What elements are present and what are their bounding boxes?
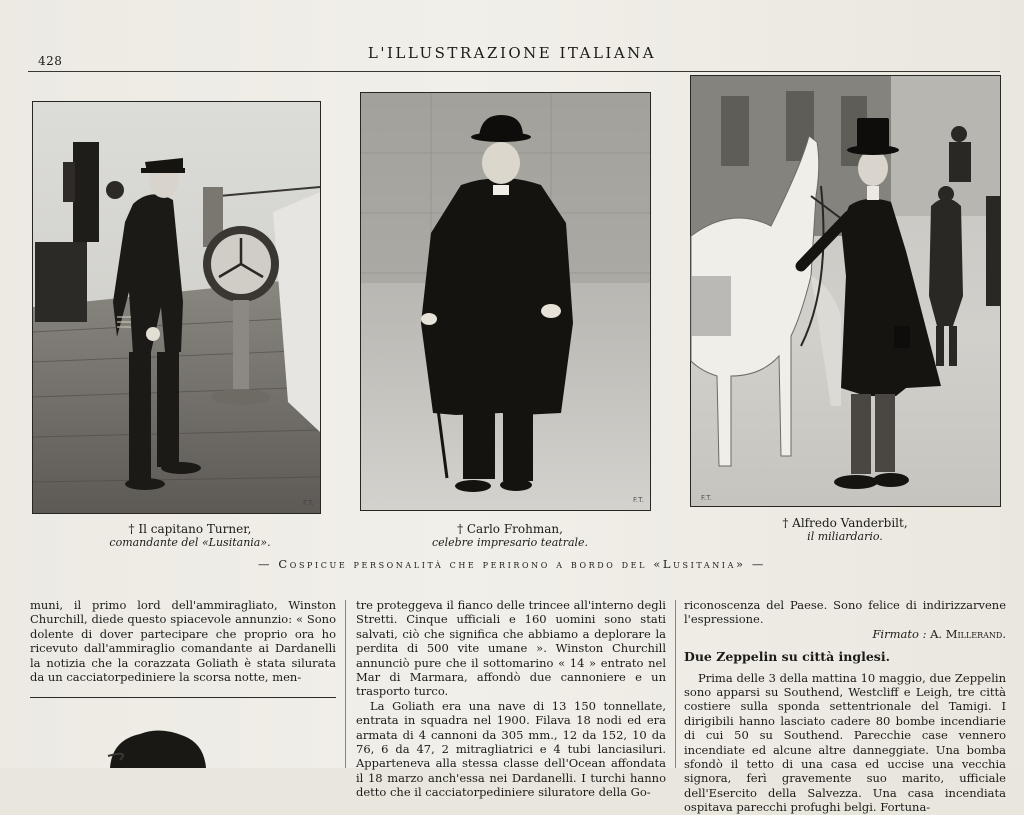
article-column-1	[30, 598, 336, 688]
signature-name: A. Millerand.	[930, 626, 1006, 641]
article-paragraph: riconoscenza del Paese. Sono felice di indirizzarvene l'espressione.	[684, 598, 1006, 627]
signature-label: Firmato :	[872, 626, 931, 641]
article-column-2	[356, 598, 666, 800]
caption-alfredo-vanderbilt	[745, 517, 945, 543]
caption-role: celebre impresario teatrale.	[431, 536, 589, 549]
article-paragraph: La Goliath era una nave di 13 150 tonnellate, entrata in squadra nel 1900. Filava 18 nodi ed era armata di 4 cannoni da 305 mm., 12 da 152, 10 da 76, 6 da 47, 2 mitragliatrici e 4 tubi lanciasiluri. Apparteneva alla stessa classe dell'Ocean affondata il 18 marzo anch'essa nei Dardanelli. I turchi hanno detto che il cacciatorpediniere siluratore della Go-	[356, 698, 666, 800]
article-column-3	[684, 598, 1006, 815]
caption-name: † Il capitano Turner,	[128, 522, 252, 536]
column-separator	[345, 600, 346, 768]
photo-initials: F.T.	[701, 494, 712, 502]
photo-alfredo-vanderbilt	[690, 75, 1001, 507]
caption-carlo-frohman	[410, 523, 610, 549]
photo-carlo-frohman	[360, 92, 651, 511]
photo-initials: F.T.	[303, 499, 314, 507]
masthead-title: L'ILLUSTRAZIONE ITALIANA	[367, 44, 657, 62]
caption-role: il miliardario.	[807, 530, 883, 543]
header-rule	[28, 71, 1000, 72]
article-paragraph: tre proteggeva il fianco delle trincee all'interno degli Stretti. Cinque ufficiali e 160 uomini sono stati salvati, ciò che significa che abbiamo a deplorare la perdita di 500 vite umane ». Winston Churchill annunciò pure che il sottomarino « 14 » entrato nel Mar di Marmara, affondò due cannoniere e un trasporto turco.	[356, 598, 666, 699]
caption-name: † Carlo Frohman,	[457, 522, 563, 536]
article-paragraph: Prima delle 3 della mattina 10 maggio, due Zeppelin sono apparsi su Southend, Westcliff e Leigh, tre città costiere sulla sponda settentrionale del Tamigi. I dirigibili hanno lasciato cadere 80 bombe incendiarie di cui 50 su Southend. Parecchie case vennero incendiate ed alcune altre danneggiate. Una bomba sfondò il tetto di una casa ed uccise una vecchia signora, ferì gravemente suo marito, ufficiale dell'Esercito della Salvezza. Una casa incendiata ospitava parecchi profughi belgi. Fortuna-	[684, 670, 1006, 815]
partial-photo-bottom	[100, 720, 220, 772]
caption-captain-turner	[90, 523, 290, 549]
photo-captain-turner	[32, 101, 321, 514]
section-heading: Due Zeppelin su città inglesi.	[684, 649, 890, 665]
column-divider-rule	[30, 697, 336, 698]
column-separator	[675, 600, 676, 768]
caption-name: † Alfredo Vanderbilt,	[782, 516, 908, 530]
page-number: 428	[38, 54, 63, 68]
photo-banner-title: — Cospicue personalità che perirono a bordo del «Lusitania» —	[258, 557, 766, 571]
photo-initials: F.T.	[633, 496, 644, 504]
caption-role: comandante del «Lusitania».	[109, 536, 271, 549]
signature-line	[684, 627, 1006, 641]
article-paragraph: muni, il primo lord dell'ammiragliato, Winston Churchill, diede questo spiacevole annunzio: « Sono dolente di dover partecipare che proprio ora ho ricevuto dall'ammiraglio comandante ai Dardanelli la notizia che la corazzata Goliath è stata silurata da un cacciatorpediniere la scorsa notte, men-	[30, 598, 336, 685]
